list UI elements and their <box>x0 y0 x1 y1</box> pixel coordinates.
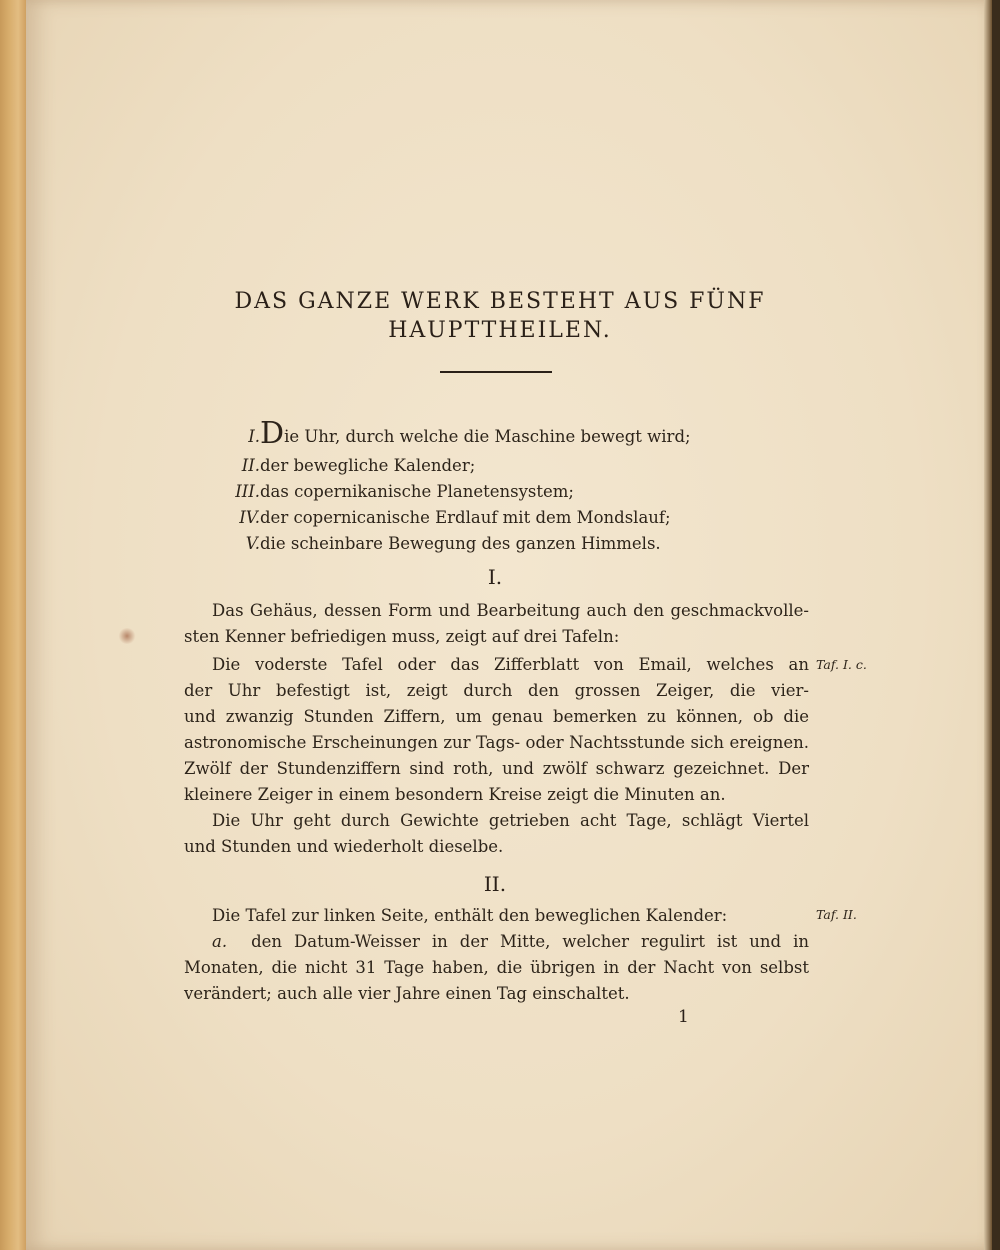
paragraph-line: verändert; auch alle vier Jahre einen Tag einschaltet. <box>184 984 630 1003</box>
paragraph-line: kleinere Zeiger in einem besondern Kreise zeigt die Minuten an. <box>184 785 726 804</box>
paragraph-line: Die voderste Tafel oder das Zifferblatt von Email, welches an <box>212 655 809 674</box>
list-numeral: III. <box>235 482 260 501</box>
paragraph-line: astronomische Erscheinungen zur Tags- oder Nachtsstunde sich ereignen. <box>184 733 809 752</box>
chapter-title-line-2: HAUPTTHEILEN. <box>388 318 612 343</box>
margin-note: Taf. I. c. <box>816 657 867 672</box>
list-text: der copernicanische Erdlauf mit dem Mondslauf; <box>260 508 671 527</box>
paragraph-line: Monaten, die nicht 31 Tage haben, die übrigen in der Nacht von selbst <box>184 958 809 977</box>
list-text: der bewegliche Kalender; <box>260 456 476 475</box>
list-item <box>200 453 800 479</box>
chapter-title-line-1: DAS GANZE WERK BESTEHT AUS FÜNF <box>234 289 766 314</box>
paragraph-line-text: den Datum-Weisser in der Mitte, welcher regulirt ist und in <box>251 932 809 951</box>
section-2-paragraph-2 <box>184 929 809 1007</box>
section-heading-2: II. <box>483 872 507 896</box>
paragraph-line: und Stunden und wiederholt dieselbe. <box>184 837 504 856</box>
paragraph-line: Zwölf der Stundenziffern sind roth, und zwölf schwarz gezeichnet. Der <box>184 759 809 778</box>
paragraph-line: Das Gehäus, dessen Form und Bearbeitung auch den geschmackvolle- <box>212 601 809 620</box>
paragraph-line: der Uhr befestigt ist, zeigt durch den grossen Zeiger, die vier- <box>184 681 809 700</box>
paragraph-line: Die Uhr geht durch Gewichte getrieben acht Tage, schlägt Viertel <box>212 811 809 830</box>
list-numeral: V. <box>245 534 260 553</box>
paragraph-line: Die Tafel zur linken Seite, enthält den beweglichen Kalender: <box>212 906 728 925</box>
page-number: 1 <box>678 1007 689 1027</box>
paragraph-line: sten Kenner befriedigen muss, zeigt auf drei Tafeln: <box>184 627 620 646</box>
item-label: a. <box>212 932 228 951</box>
list-item <box>200 505 800 531</box>
margin-note: Taf. II. <box>816 907 857 922</box>
paper-stain <box>118 628 136 644</box>
paragraph-line <box>184 929 809 955</box>
page-edge <box>984 0 992 1250</box>
list-numeral: II. <box>241 456 260 475</box>
section-1-paragraph-3 <box>184 808 809 860</box>
list-item <box>200 416 800 451</box>
chapter-title <box>190 287 810 345</box>
list-text: die scheinbare Bewegung des ganzen Himmels. <box>260 534 661 553</box>
list-numeral: I. <box>248 427 260 446</box>
list-item <box>200 479 800 505</box>
section-heading-1: I. <box>487 565 503 589</box>
list-text: das copernikanische Planetensystem; <box>260 482 574 501</box>
section-2-paragraph-1 <box>184 903 774 929</box>
paragraph-line: und zwanzig Stunden Ziffern, um genau bemerken zu können, ob die <box>184 707 809 726</box>
book-spine <box>0 0 26 1250</box>
list-numeral: IV. <box>239 508 260 527</box>
section-1-paragraph-1 <box>184 598 809 650</box>
section-1-paragraph-2 <box>184 652 809 808</box>
list-item <box>200 531 800 557</box>
list-text-body: ie Uhr, durch welche die Maschine bewegt wird; <box>284 427 691 446</box>
list-text <box>260 416 691 451</box>
title-divider <box>440 371 552 373</box>
drop-cap: D <box>260 416 285 451</box>
